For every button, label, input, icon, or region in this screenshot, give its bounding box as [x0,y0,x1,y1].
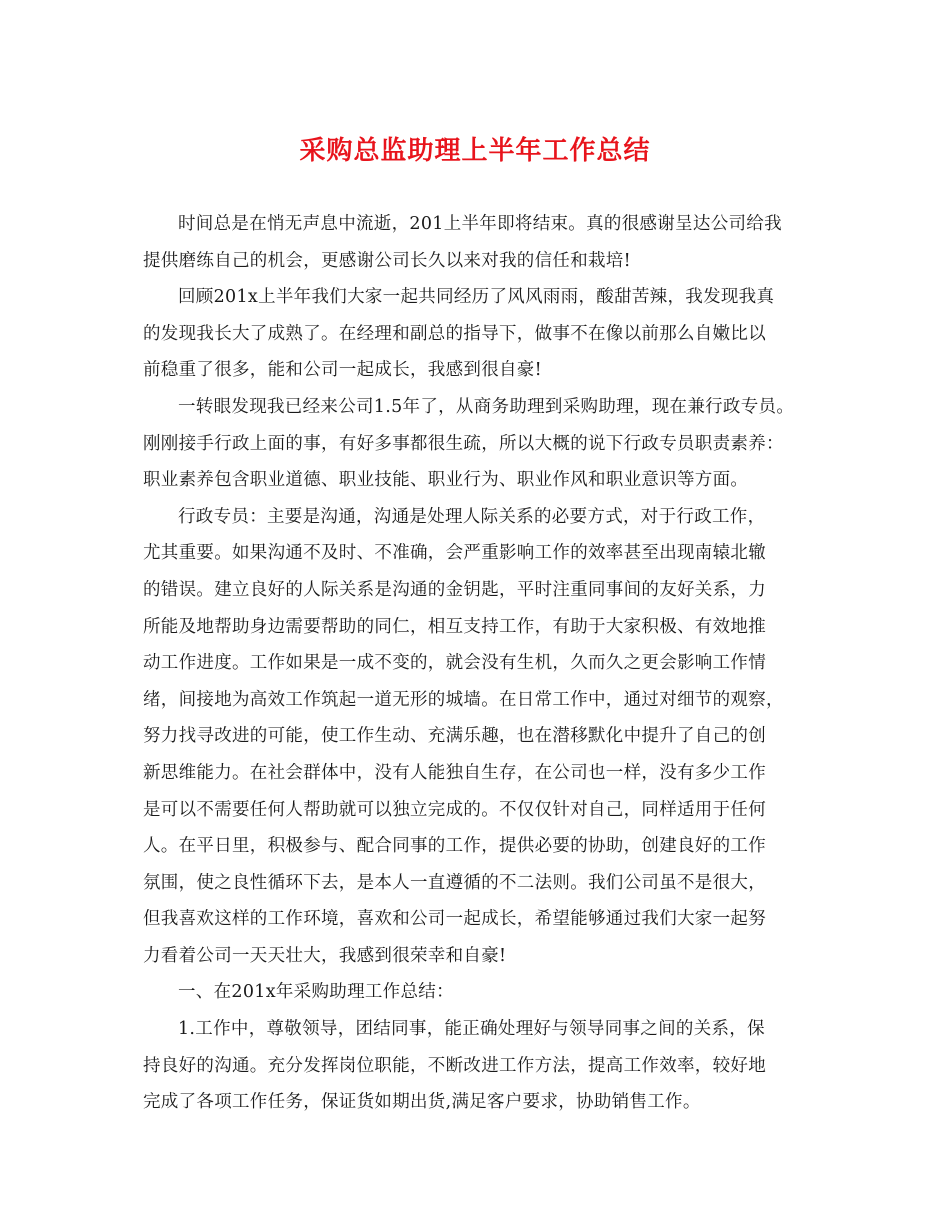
text-line: 持良好的沟通。充分发挥岗位职能，不断改进工作方法，提高工作效率，较好地 [143,1055,766,1076]
text-line: 人。在平日里，积极参与、配合同事的工作，提供必要的协助，创建良好的工作 [143,836,766,857]
text-line: 绪，间接地为高效工作筑起一道无形的城墙。在日常工作中，通过对细节的观察， [143,689,784,710]
text-line: 但我喜欢这样的工作环境，喜欢和公司一起成长，希望能够通过我们大家一起努 [143,909,766,930]
text-line: 力看着公司一天天壮大，我感到很荣幸和自豪! [143,945,507,966]
text-line: 的错误。建立良好的人际关系是沟通的金钥匙，平时注重同事间的友好关系，力 [143,579,766,600]
text-line: 提供磨练自己的机会，更感谢公司长久以来对我的信任和栽培! [143,250,631,271]
text-line: 完成了各项工作任务，保证货如期出货,满足客户要求，协助销售工作。 [143,1092,701,1113]
text-line: 回顾201x上半年我们大家一起共同经历了风风雨雨，酸甜苦辣，我发现我真 [178,287,775,308]
document-body [143,206,833,1121]
text-line: 刚刚接手行政上面的事，有好多事都很生疏，所以大概的说下行政专员职责素养： [143,433,784,454]
text-line: 时间总是在悄无声息中流逝，201上半年即将结束。真的很感谢呈达公司给我 [178,214,782,234]
document-title: 采购总监助理上半年工作总结 [299,136,651,166]
text-line: 尤其重要。如果沟通不及时、不准确，会严重影响工作的效率甚至出现南辕北辙 [143,543,766,564]
text-line: 1.工作中，尊敬领导，团结同事，能正确处理好与领导同事之间的关系，保 [178,1019,765,1040]
text-line: 前稳重了很多，能和公司一起成长，我感到很自豪! [143,360,542,381]
text-line: 氛围，使之良性循环下去，是本人一直遵循的不二法则。我们公司虽不是很大， [143,872,766,893]
text-line: 动工作进度。工作如果是一成不变的，就会没有生机，久而久之更会影响工作情 [143,653,766,674]
text-line: 所能及地帮助身边需要帮助的同仁，相互支持工作，有助于大家积极、有效地推 [143,616,766,637]
text-line: 行政专员：主要是沟通，沟通是处理人际关系的必要方式，对于行政工作， [178,506,766,527]
text-line: 是可以不需要任何人帮助就可以独立完成的。不仅仅针对自己，同样适用于任何 [143,799,766,820]
text-line: 一、在201x年采购助理工作总结： [178,982,454,1003]
text-line: 的发现我长大了成熟了。在经理和副总的指导下，做事不在像以前那么自嫩比以 [143,323,766,344]
text-line: 一转眼发现我已经来公司1.5年了，从商务助理到采购助理，现在兼行政专员。 [178,396,795,417]
text-line: 新思维能力。在社会群体中，没有人能独自生存，在公司也一样，没有多少工作 [143,762,766,783]
text-line: 职业素养包含职业道德、职业技能、职业行为、职业作风和职业意识等方面。 [143,470,749,491]
text-line: 努力找寻改进的可能，使工作生动、充满乐趣，也在潜移默化中提升了自己的创 [143,726,766,747]
